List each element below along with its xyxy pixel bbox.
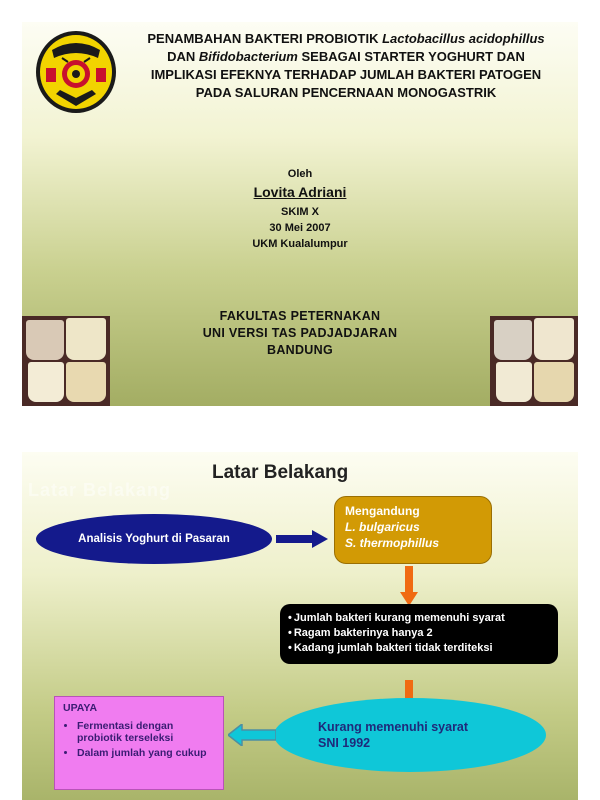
title-line-1: PENAMBAHAN BAKTERI PROBIOTIK Lactobacillus acidophillus bbox=[147, 31, 545, 46]
slide-title: Latar Belakang bbox=[212, 462, 349, 483]
university-name: UNI VERSI TAS PADJADJARAN bbox=[202, 326, 398, 340]
yoghurt-cups-photo-right bbox=[490, 316, 578, 406]
title-line-4: PADA SALURAN PENCERNAAN MONOGASTRIK bbox=[195, 85, 497, 100]
title-slide bbox=[22, 22, 578, 406]
issue-item: • Ragam bakterinya hanya 2 bbox=[288, 626, 550, 641]
title-line-2: DAN Bifidobacterium SEBAGAI STARTER YOGHURT DAN bbox=[167, 49, 525, 64]
yoghurt-cups-photo-left bbox=[22, 316, 110, 406]
issue-item: • Jumlah bakteri kurang memenuhi syarat bbox=[288, 611, 550, 626]
effort-box bbox=[54, 696, 224, 790]
presentation-title bbox=[122, 30, 570, 102]
arrow-down-icon bbox=[400, 566, 418, 606]
conclusion-line-2: SNI 1992 bbox=[318, 736, 371, 750]
by-label: Oleh bbox=[287, 168, 313, 180]
contains-label: Mengandung bbox=[345, 504, 420, 518]
arrow-left-icon bbox=[228, 724, 276, 746]
background-slide bbox=[22, 452, 578, 800]
effort-item: • Dalam jumlah yang cukup bbox=[77, 747, 215, 759]
date-label: 30 Mei 2007 bbox=[269, 222, 331, 234]
arrow-right-icon bbox=[276, 530, 328, 548]
university-crest-icon bbox=[32, 28, 120, 116]
faculty-name: FAKULTAS PETERNAKAN bbox=[219, 309, 381, 323]
program-label: SKIM X bbox=[281, 206, 319, 218]
effort-item: • Fermentasi dengan probiotik terseleksi bbox=[77, 720, 215, 744]
place-label: UKM Kualalumpur bbox=[252, 238, 348, 250]
title-line-3: IMPLIKASI EFEKNYA TERHADAP JUMLAH BAKTERI PATOGEN bbox=[150, 67, 542, 82]
conclusion-oval bbox=[274, 698, 546, 772]
bacteria-1: L. bulgaricus bbox=[345, 520, 420, 534]
bacteria-2: S. thermophillus bbox=[345, 536, 440, 550]
market-analysis-oval bbox=[36, 514, 272, 564]
city-name: BANDUNG bbox=[267, 343, 333, 357]
effort-list bbox=[63, 720, 215, 759]
issues-box bbox=[280, 604, 558, 664]
market-analysis-label: Analisis Yoghurt di Pasaran bbox=[78, 533, 230, 545]
conclusion-line-1: Kurang memenuhi syarat bbox=[318, 720, 469, 734]
contains-box bbox=[334, 496, 492, 564]
slide-title-shadow: Latar Belakang bbox=[28, 480, 172, 500]
issue-item: • Kadang jumlah bakteri tidak terditeksi bbox=[288, 641, 550, 656]
author-name: Lovita Adriani bbox=[253, 184, 347, 200]
effort-title: UPAYA bbox=[63, 702, 98, 714]
